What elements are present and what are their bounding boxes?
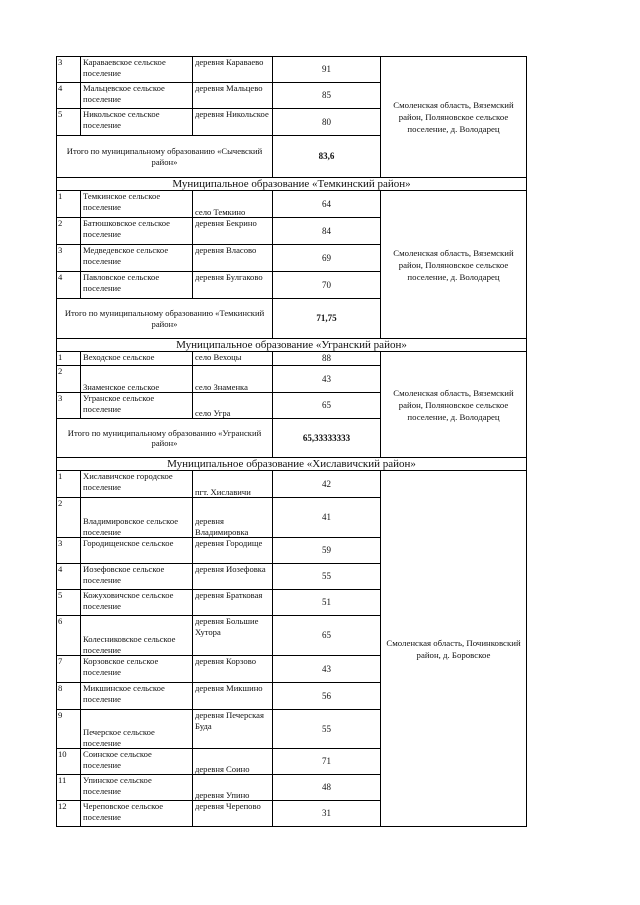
score-value: 48 (273, 775, 381, 801)
location-cell: Смоленская область, Вяземский район, Поляновское сельское поселение, д. Володарец (381, 57, 527, 178)
location-cell: Смоленская область, Вяземский район, Поляновское сельское поселение, д. Володарец (381, 191, 527, 339)
village-name: пгт. Хиславичи (193, 471, 273, 498)
score-value: 91 (273, 57, 381, 83)
settlement-name: Печерское сельское поселение (81, 710, 193, 749)
section-header-row (57, 339, 527, 352)
village-name: деревня Соино (193, 749, 273, 775)
settlement-name: Кожуховичское сельское поселение (81, 590, 193, 616)
score-value: 59 (273, 538, 381, 564)
village-name: деревня Братковая (193, 590, 273, 616)
village-name: деревня Корзово (193, 656, 273, 683)
row-number: 3 (57, 393, 81, 419)
table-row (57, 352, 527, 366)
row-number: 5 (57, 109, 81, 136)
score-value: 70 (273, 272, 381, 299)
row-number: 3 (57, 538, 81, 564)
score-value: 80 (273, 109, 381, 136)
row-number: 4 (57, 272, 81, 299)
scores-table (56, 56, 527, 827)
settlement-name: Знаменское сельское (81, 366, 193, 393)
location-cell: Смоленская область, Вяземский район, Поляновское сельское поселение, д. Володарец (381, 352, 527, 458)
settlement-name: Владимировское сельское поселение (81, 498, 193, 538)
score-value: 65 (273, 616, 381, 656)
settlement-name: Караваевское сельское поселение (81, 57, 193, 83)
total-value: 65,33333333 (273, 419, 381, 458)
village-name: деревня Городище (193, 538, 273, 564)
village-name: деревня Владимировка (193, 498, 273, 538)
village-name: деревня Упино (193, 775, 273, 801)
settlement-name: Темкинское сельское поселение (81, 191, 193, 218)
total-label: Итого по муниципальному образованию «Угранский район» (57, 419, 273, 458)
row-number: 6 (57, 616, 81, 656)
settlement-name: Соинское сельское поселение (81, 749, 193, 775)
row-number: 1 (57, 191, 81, 218)
settlement-name: Корзовское сельское поселение (81, 656, 193, 683)
table-row (57, 191, 527, 218)
settlement-name: Колесниковское сельское поселение (81, 616, 193, 656)
row-number: 11 (57, 775, 81, 801)
village-name: деревня Большие Хутора (193, 616, 273, 656)
score-value: 42 (273, 471, 381, 498)
table-row (57, 471, 527, 498)
score-value: 84 (273, 218, 381, 245)
row-number: 10 (57, 749, 81, 775)
score-value: 43 (273, 656, 381, 683)
row-number: 1 (57, 471, 81, 498)
settlement-name: Медведевское сельское поселение (81, 245, 193, 272)
score-value: 51 (273, 590, 381, 616)
settlement-name: Павловское сельское поселение (81, 272, 193, 299)
village-name: деревня Микшино (193, 683, 273, 710)
row-number: 1 (57, 352, 81, 366)
settlement-name: Иозефовское сельское поселение (81, 564, 193, 590)
section-header: Муниципальное образование «Хиславичский район» (57, 458, 527, 471)
village-name: село Вехоцы (193, 352, 273, 366)
village-name: деревня Бекрино (193, 218, 273, 245)
village-name: деревня Черепово (193, 801, 273, 827)
total-label: Итого по муниципальному образованию «Темкинский район» (57, 299, 273, 339)
score-value: 65 (273, 393, 381, 419)
row-number: 4 (57, 83, 81, 109)
village-name: деревня Караваево (193, 57, 273, 83)
village-name: деревня Иозефовка (193, 564, 273, 590)
village-name: село Темкино (193, 191, 273, 218)
location-cell: Смоленская область, Починковский район, д. Боровское (381, 471, 527, 827)
settlement-name: Хиславичское городское поселение (81, 471, 193, 498)
settlement-name: Череповское сельское поселение (81, 801, 193, 827)
score-value: 69 (273, 245, 381, 272)
row-number: 2 (57, 366, 81, 393)
settlement-name: Городищенское сельское (81, 538, 193, 564)
settlement-name: Мальцевское сельское поселение (81, 83, 193, 109)
row-number: 4 (57, 564, 81, 590)
total-label: Итого по муниципальному образованию «Сычевский район» (57, 136, 273, 178)
row-number: 12 (57, 801, 81, 827)
total-value: 71,75 (273, 299, 381, 339)
table-row (57, 57, 527, 83)
row-number: 7 (57, 656, 81, 683)
row-number: 2 (57, 498, 81, 538)
score-value: 85 (273, 83, 381, 109)
score-value: 55 (273, 710, 381, 749)
score-value: 88 (273, 352, 381, 366)
village-name: деревня Мальцево (193, 83, 273, 109)
village-name: деревня Печерская Буда (193, 710, 273, 749)
score-value: 55 (273, 564, 381, 590)
score-value: 56 (273, 683, 381, 710)
score-value: 71 (273, 749, 381, 775)
row-number: 3 (57, 245, 81, 272)
section-header-row (57, 458, 527, 471)
settlement-name: Батюшковское сельское поселение (81, 218, 193, 245)
village-name: село Угра (193, 393, 273, 419)
village-name: село Знаменка (193, 366, 273, 393)
score-value: 31 (273, 801, 381, 827)
row-number: 2 (57, 218, 81, 245)
settlement-name: Никольское сельское поселение (81, 109, 193, 136)
section-header-row (57, 178, 527, 191)
section-header: Муниципальное образование «Угранский район» (57, 339, 527, 352)
settlement-name: Веходское сельское (81, 352, 193, 366)
settlement-name: Угранское сельское поселение (81, 393, 193, 419)
score-value: 43 (273, 366, 381, 393)
row-number: 5 (57, 590, 81, 616)
row-number: 3 (57, 57, 81, 83)
settlement-name: Упинское сельское поселение (81, 775, 193, 801)
row-number: 8 (57, 683, 81, 710)
village-name: деревня Никольское (193, 109, 273, 136)
village-name: деревня Булгаково (193, 272, 273, 299)
total-value: 83,6 (273, 136, 381, 178)
score-value: 64 (273, 191, 381, 218)
village-name: деревня Власово (193, 245, 273, 272)
section-header: Муниципальное образование «Темкинский район» (57, 178, 527, 191)
row-number: 9 (57, 710, 81, 749)
score-value: 41 (273, 498, 381, 538)
settlement-name: Микшинское сельское поселение (81, 683, 193, 710)
